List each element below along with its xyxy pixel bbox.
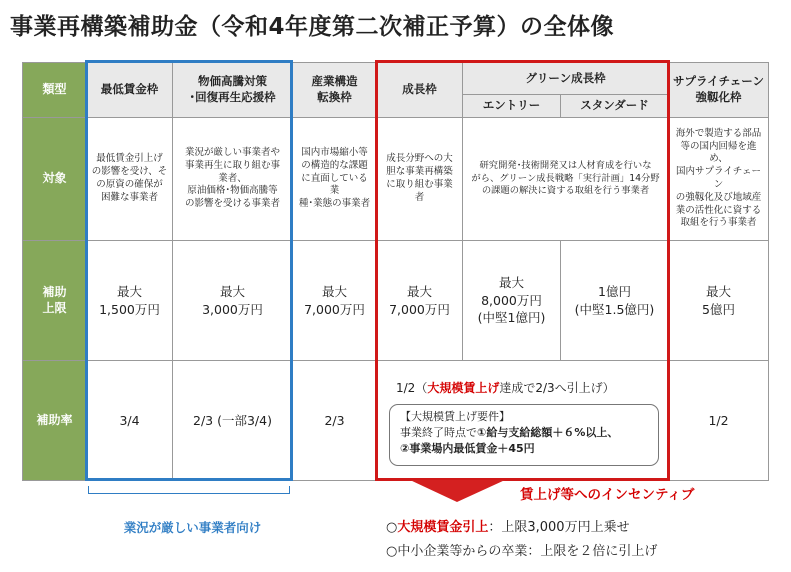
target-growth-line: 胆な事業再構築 <box>386 166 453 178</box>
target-supply-line: 国内サプライチェーン <box>676 166 761 190</box>
target-supply-line: 取組を行う事業者 <box>680 217 757 229</box>
rate-growth-post: 達成で2/3へ引上げ） <box>499 381 615 395</box>
rate-price: 2/3 (一部3/4) <box>193 412 272 428</box>
target-price-line: 業者、 <box>218 172 247 184</box>
rate-growth-highlight: 大規模賃上げ <box>427 381 500 395</box>
row-label-limit-line2: 上限 <box>42 300 67 315</box>
page-title: 事業再構築補助金（令和4年度第二次補正予算）の全体像 <box>10 14 615 40</box>
target-industry-line: 国内市場縮小等 <box>301 146 368 158</box>
rate-supply: 1/2 <box>708 412 729 428</box>
header-min-wage: 最低賃金枠 <box>87 63 172 117</box>
limit-amount: 8,000万円 <box>481 292 542 308</box>
down-arrow-icon <box>410 480 505 502</box>
note-large-wage-text: ：上限3,000万円上乗せ <box>488 520 630 535</box>
note-bullet: ○ <box>386 520 398 535</box>
limit-note: (中堅1.5億円) <box>574 301 655 317</box>
target-supply-line: 業の活性化に資する <box>675 204 762 216</box>
target-min-wage-line: 困難な事業者 <box>100 191 158 203</box>
target-price-line: 業況が厳しい事業者や <box>184 146 280 158</box>
target-industry-line: 種･業態の事業者 <box>298 198 371 210</box>
header-supply-line2: 強靱化枠 <box>695 90 742 104</box>
limit-amount: 5億円 <box>702 301 735 317</box>
target-price-line: 原油価格･物価高騰等 <box>187 185 278 197</box>
target-supply-line: の強靱化及び地域産 <box>675 191 762 203</box>
target-growth-line: に取り組む事業 <box>386 179 453 190</box>
header-green-standard: スタンダード <box>561 95 668 117</box>
limit-max-label: 最大 <box>498 275 524 291</box>
limit-max-label: 最大 <box>406 284 432 299</box>
limit-amount: 7,000万円 <box>304 301 365 317</box>
rate-min-wage: 3/4 <box>119 412 140 428</box>
row-label-target: 対象 <box>23 118 86 240</box>
header-growth: 成長枠 <box>377 63 462 117</box>
target-supply-line: 海外で製造する部品 <box>675 127 762 139</box>
incentive-label: 賃上げ等へのインセンティブ <box>520 487 695 503</box>
note-large-wage-highlight: 大規模賃金引上 <box>397 520 489 535</box>
note-graduation: ○中小企業等からの卒業：上限を２倍に引上げ <box>386 544 658 559</box>
header-industry-line2: 転換枠 <box>317 90 352 104</box>
limit-amount: 1億円 <box>598 284 631 299</box>
header-industry <box>293 63 376 117</box>
requirement-title: 【大規模賃上げ要件】 <box>400 410 510 423</box>
requirement-min-wage: ②事業場内最低賃金＋45円 <box>400 441 535 455</box>
target-price-line: 事業再生に取り組む事 <box>184 159 280 171</box>
target-green-line: がら、グリーン成長戦略「実行計画」14分野 <box>471 172 660 184</box>
header-industry-line1: 産業構造 <box>311 74 358 89</box>
rate-growth-pre: 1/2（ <box>396 381 428 395</box>
target-growth-line: 者 <box>414 191 425 203</box>
header-green: グリーン成長枠 <box>463 63 668 94</box>
limit-max-label: 最大 <box>116 284 142 299</box>
red-frame <box>375 60 670 481</box>
header-supply <box>669 63 768 117</box>
target-industry-line: の構造的な課題 <box>301 159 368 171</box>
blue-bracket <box>88 486 290 494</box>
note-large-wage <box>386 516 776 535</box>
row-label-rate: 補助率 <box>23 361 86 480</box>
target-green-line: の課題の解決に資する取組を行う事業者 <box>481 185 650 197</box>
header-price-line2: ･回復再生応援枠 <box>189 90 276 104</box>
target-min-wage-line: 最低賃金引上げ <box>96 153 163 165</box>
target-industry <box>293 118 376 240</box>
limit-max-label: 最大 <box>705 284 731 299</box>
limit-amount: 1,500万円 <box>99 301 160 317</box>
target-min-wage-line: の影響を受け、そ <box>91 166 168 178</box>
limit-amount: 3,000万円 <box>202 301 263 317</box>
limit-supply <box>669 241 768 360</box>
limit-max-label: 最大 <box>321 284 347 299</box>
blue-frame <box>85 60 293 481</box>
target-price-line: の影響を受ける事業者 <box>184 198 280 210</box>
header-price-line1: 物価高騰対策 <box>198 74 267 89</box>
limit-max-label: 最大 <box>219 284 245 299</box>
limit-amount: 7,000万円 <box>389 301 450 317</box>
row-label-limit-line1: 補助 <box>42 284 67 299</box>
target-supply-line: 等の国内回帰を進め、 <box>680 140 757 165</box>
target-green-line: 研究開発･技術開発又は人材育成を行いな <box>479 160 652 172</box>
blue-footer-label: 業況が厳しい事業者向け <box>123 520 262 535</box>
target-growth-line: 成長分野への大 <box>386 153 453 165</box>
header-green-entry: エントリー <box>463 95 560 117</box>
target-supply <box>669 118 768 240</box>
target-industry-line: に直面している業 <box>301 172 368 197</box>
limit-industry <box>293 241 376 360</box>
requirement-wage-total: ①給与支給総額＋６%以上、 <box>477 425 619 439</box>
limit-note: (中堅1億円) <box>477 310 546 326</box>
target-min-wage-line: の原資の確保が <box>96 179 163 190</box>
row-label-limit <box>23 241 86 360</box>
requirement-prefix: 事業終了時点で <box>400 425 477 439</box>
rate-industry: 2/3 <box>324 412 345 428</box>
row-label-type: 類型 <box>23 63 86 117</box>
header-supply-line1: サプライチェーン <box>672 74 765 89</box>
